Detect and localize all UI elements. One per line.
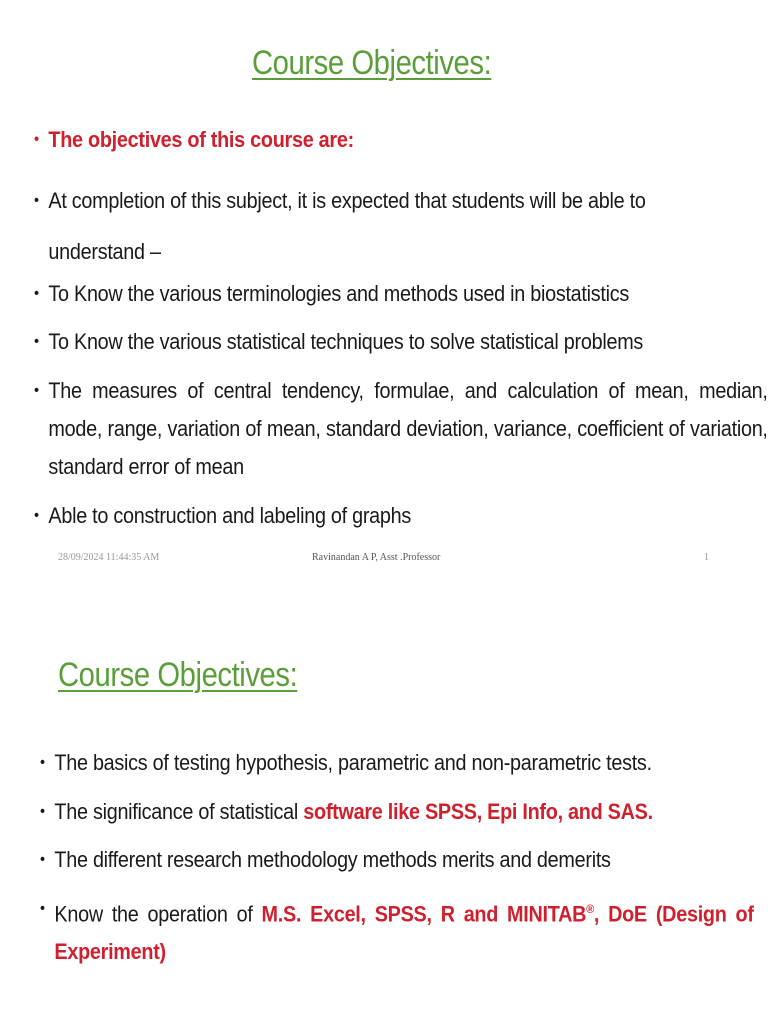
slide-2-title: Course Objectives: xyxy=(58,656,298,694)
list-item xyxy=(40,890,754,971)
highlight-text: (Design of Experiment) xyxy=(54,901,754,965)
highlight-text: DoE xyxy=(608,901,647,927)
slide-2 xyxy=(0,600,768,1024)
highlight-text: M.S. Excel, SPSS, R and MINITAB xyxy=(261,901,587,927)
item-text: The significance of statistical xyxy=(54,799,304,824)
list-item: • To Know the various statistical techniques to solve statistical problems xyxy=(34,324,768,360)
intro-line-2: understand – xyxy=(48,239,161,264)
slide-1-bullet-list xyxy=(34,122,768,534)
intro-line-1: At completion of this subject, it is expected that students will be able to xyxy=(48,188,646,213)
slide-1-title: Course Objectives: xyxy=(252,44,492,82)
list-item xyxy=(40,794,754,830)
item-text: Know the operation of xyxy=(54,901,262,927)
highlight-text: software like SPSS, Epi Info, and SAS. xyxy=(303,799,653,824)
slide-2-bullet-list xyxy=(40,744,754,971)
list-item: • The different research methodology methods merits and demerits xyxy=(40,842,754,878)
list-item: • The measures of central tendency, formulae, and calculation of mean, median, mode, range, variation of mean, standard deviation, variance, coefficient of variation, standard error of mean xyxy=(34,372,768,486)
objectives-heading: • The objectives of this course are: xyxy=(34,122,768,158)
registered-mark: ® xyxy=(586,902,594,916)
footer-date: 28/09/2024 11:44:35 AM xyxy=(58,552,160,563)
footer-author: Ravinandan A P, Asst .Professor xyxy=(312,552,441,563)
list-item: • Able to construction and labeling of graphs xyxy=(34,498,768,534)
intro-bullet xyxy=(34,174,768,276)
item-separator: , xyxy=(593,901,609,927)
footer-page-number: 1 xyxy=(704,552,709,563)
list-item: • The basics of testing hypothesis, parametric and non-parametric tests. xyxy=(40,744,754,782)
list-item: • To Know the various terminologies and methods used in biostatistics xyxy=(34,276,768,312)
